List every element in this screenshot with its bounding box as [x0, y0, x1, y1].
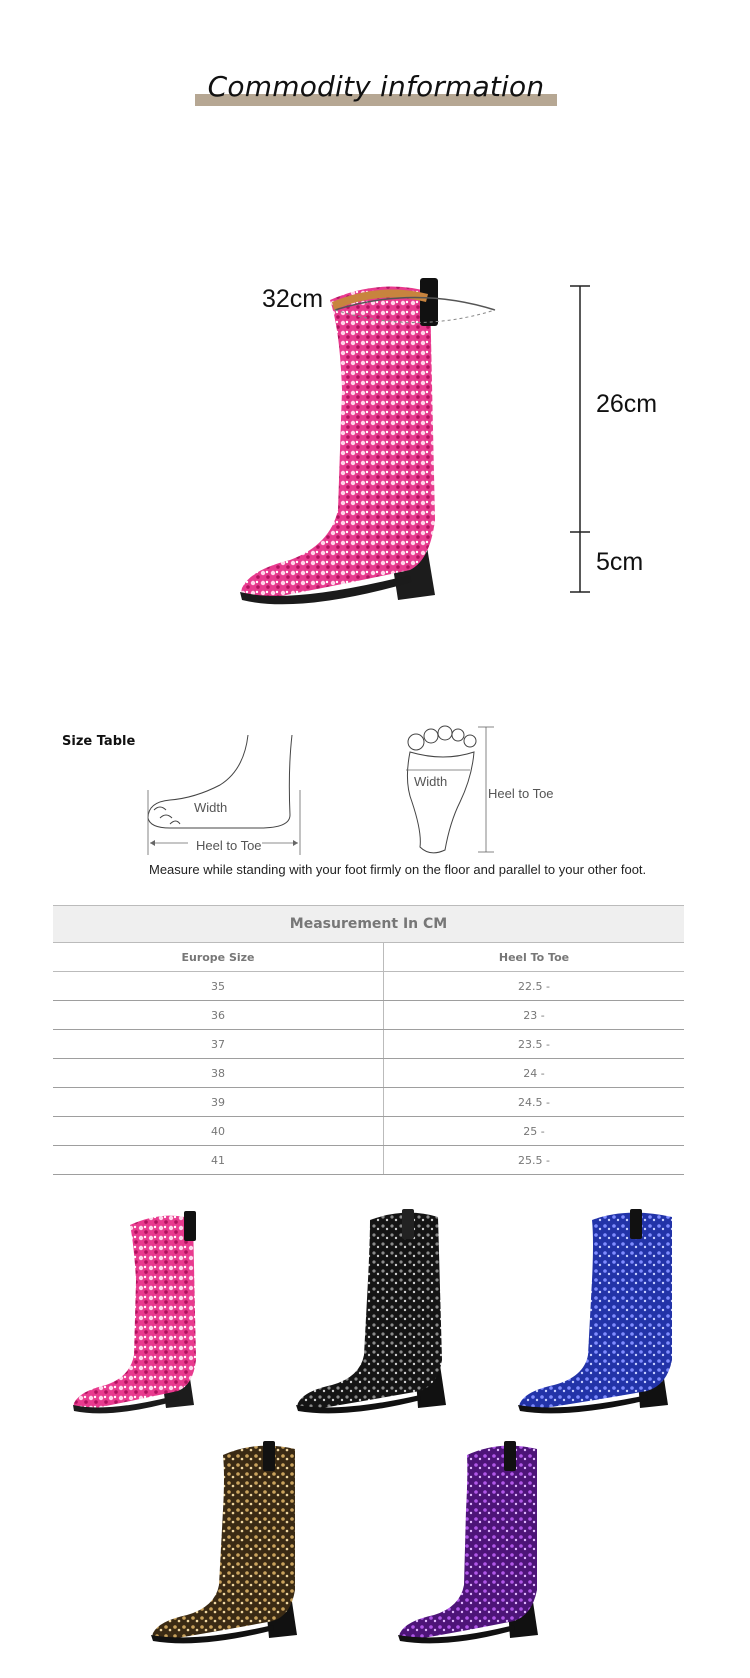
column-europe-size: Europe Size: [53, 943, 384, 971]
size-cell: 36: [53, 1001, 384, 1029]
purple-boot-variant: [392, 1435, 567, 1650]
table-row: [53, 1059, 684, 1088]
side-length-label: Heel to Toe: [196, 838, 262, 853]
length-cell: 25 -: [523, 1124, 545, 1138]
size-cell: 40: [53, 1117, 384, 1145]
table-row: [53, 1030, 684, 1059]
table-row: [53, 1001, 684, 1030]
table-row: [53, 1146, 684, 1175]
column-heel-to-toe: Heel To Toe: [498, 950, 570, 964]
table-row: [53, 1117, 684, 1146]
black-boot-variant: [290, 1205, 465, 1420]
side-width-label: Width: [194, 800, 228, 815]
size-cell: 41: [53, 1146, 384, 1174]
table-row: [53, 1088, 684, 1117]
table-caption: Measurement In CM: [53, 905, 684, 943]
shaft-height-label: 26cm: [596, 390, 658, 418]
length-cell: 25.5 -: [518, 1153, 550, 1167]
length-cell: 23 -: [523, 1008, 545, 1022]
measure-note: Measure while standing with your foot firmly on the floor and parallel to your other foot.: [149, 862, 647, 877]
pink-boot-variant: [68, 1205, 238, 1420]
height-ruler: [565, 280, 595, 600]
table-row: [53, 972, 684, 1001]
foot-side-diagram: [140, 730, 310, 855]
gold-boot-variant: [145, 1435, 320, 1650]
foot-sole-diagram: [400, 722, 500, 857]
size-cell: 38: [53, 1059, 384, 1087]
size-cell: 37: [53, 1030, 384, 1058]
size-cell: 39: [53, 1088, 384, 1116]
length-cell: 22.5 -: [518, 979, 550, 993]
size-table: [53, 905, 684, 1175]
blue-boot-variant: [512, 1205, 687, 1420]
length-cell: 23.5 -: [518, 1037, 550, 1051]
circumference-label: 32cm: [262, 285, 324, 313]
table-header-row: [53, 943, 684, 972]
heel-height-label: 5cm: [596, 548, 644, 576]
length-cell: 24 -: [523, 1066, 545, 1080]
sole-width-label: Width: [414, 774, 448, 789]
page-title: Commodity information: [207, 70, 545, 103]
size-table-title: Size Table: [62, 734, 136, 749]
circumference-arc: [330, 290, 500, 330]
length-cell: 24.5 -: [518, 1095, 550, 1109]
size-cell: 35: [53, 972, 384, 1000]
sole-length-label: Heel to Toe: [488, 786, 554, 801]
